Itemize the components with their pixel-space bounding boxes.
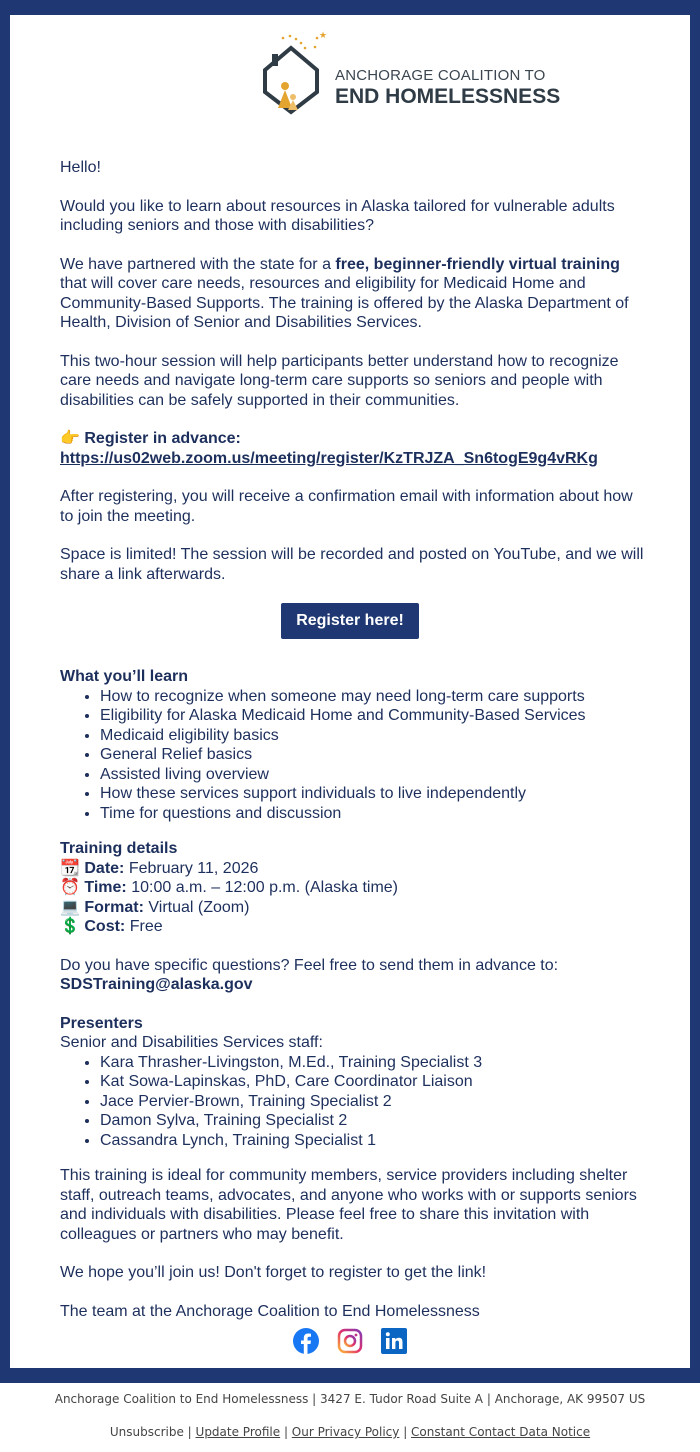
footer-links [0,1425,700,1439]
detail-label: Format: [84,898,144,916]
logo-line2: END HOMELESSNESS [335,85,561,108]
list-item: • Medicaid eligibility basics [100,726,650,746]
after-text: After registering, you will receive a confirmation email with information about how to join the meeting. [60,488,633,525]
register-block [60,429,650,468]
laptop-icon: 💻 [60,898,80,916]
detail-label: Time: [84,879,127,896]
alarm-clock-icon: ⏰ [60,879,80,896]
footer [0,1392,700,1439]
training-details [60,839,650,937]
list-item: • How to recognize when someone may need long-term care supports [100,687,650,707]
detail-time [60,878,650,898]
list-item: • Assisted living overview [100,765,650,785]
details-title: Training details [60,840,178,857]
house-logo-icon [255,30,330,130]
list-item: • Kara Thrasher-Livingston, M.Ed., Training Specialist 3 [100,1053,650,1073]
greeting: Hello! [60,159,101,176]
list-item: • Kat Sowa-Lapinskas, PhD, Care Coordinator Liaison [100,1072,650,1092]
email-link[interactable]: SDSTraining@alaska.gov [60,976,253,993]
separator: | [280,1425,292,1439]
separator: | [183,1425,196,1439]
signoff: The team at the Anchorage Coalition to End Homelessness [60,1302,480,1320]
detail-format [60,898,650,918]
data-notice-link[interactable]: Constant Contact Data Notice [411,1425,591,1439]
detail-cost [60,917,650,937]
instagram-icon[interactable] [337,1328,363,1354]
questions-text [60,956,650,995]
pointing-hand-icon: 👉 [60,430,80,447]
logo-line1: ANCHORAGE COALITION TO [335,67,546,84]
unsubscribe-link[interactable]: Unsubscribe [109,1425,184,1439]
partner-bold: free, beginner-friendly virtual training [335,255,620,273]
social-links [10,1328,690,1354]
detail-label: Date: [84,859,125,877]
footer-address: Anchorage Coalition to End Homelessness | 3427 E. Tudor Road Suite A | Anchorage, AK 99507 US [54,1392,646,1406]
presenters-subtitle: Senior and Disabilities Services staff: [60,1034,323,1051]
list-item: • Time for questions and discussion [100,804,650,824]
detail-value: February 11, 2026 [124,859,259,877]
facebook-icon[interactable] [293,1328,319,1354]
questions-label: Do you have specific questions? Feel free to send them in advance to: [60,956,559,974]
register-link[interactable]: https://us02web.zoom.us/meeting/register/KzTRJZA_Sn6togE9g4vRKg [60,449,598,467]
partner-text [60,255,650,333]
register-label: Register in advance: [84,430,241,447]
list-item: • How these services support individuals to live independently [100,784,650,804]
detail-value: Free [125,918,163,935]
svg-text:★: ★ [319,30,328,40]
privacy-policy-link[interactable]: Our Privacy Policy [291,1425,400,1439]
list-item: • Damon Sylva, Training Specialist 2 [100,1111,650,1131]
partner-pre: We have partnered with the state for a [60,255,336,273]
session-text: This two-hour session will help participants better understand how to recognize care needs and navigate long-term care supports so seniors and people with disabilities can be safely supported in their communities. [60,352,619,409]
linkedin-icon[interactable] [381,1328,407,1354]
space-text: Space is limited! The session will be recorded and posted on YouTube, and we will share a link afterwards. [60,546,644,583]
intro-text: Would you like to learn about resources in Alaska tailored for vulnerable adults including seniors and those with disabilities? [60,197,615,234]
detail-date [60,859,650,879]
presenters-title: Presenters [60,1014,143,1032]
detail-value: Virtual (Zoom) [143,898,250,916]
list-item: • Cassandra Lynch, Training Specialist 1 [100,1131,650,1151]
partner-post: that will cover care needs, resources and eligibility for Medicaid Home and Community-Based Supports. The training is offered by the Alaska Department of Health, Division of Senior and Disabilities Services. [60,275,629,331]
list-item: • Jace Pervier-Brown, Training Specialist 2 [100,1092,650,1112]
list-item: • General Relief basics [100,745,650,765]
dollar-icon: 💲 [60,918,80,935]
hope-text: We hope you’ll join us! Don't forget to register to get the link! [60,1264,487,1281]
detail-value: 10:00 a.m. – 12:00 p.m. (Alaska time) [126,879,398,896]
list-item: • Eligibility for Alaska Medicaid Home and Community-Based Services [100,706,650,726]
update-profile-link[interactable]: Update Profile [195,1425,281,1439]
register-button[interactable]: Register here! [281,603,419,639]
ideal-text: This training is ideal for community members, service providers including shelter staff, outreach teams, advocates, and anyone who works with or supports seniors and individuals with disabilities. Please feel free to share this invitation with colleagues or partners who may benefit. [60,1167,637,1243]
presenters-list [100,1053,650,1151]
separator: | [399,1425,412,1439]
learn-title: What you’ll learn [60,668,189,685]
email-body [10,15,690,1368]
logo [60,15,650,140]
detail-label: Cost: [84,918,126,935]
calendar-icon: 📆 [60,859,80,877]
learn-list [100,687,650,824]
